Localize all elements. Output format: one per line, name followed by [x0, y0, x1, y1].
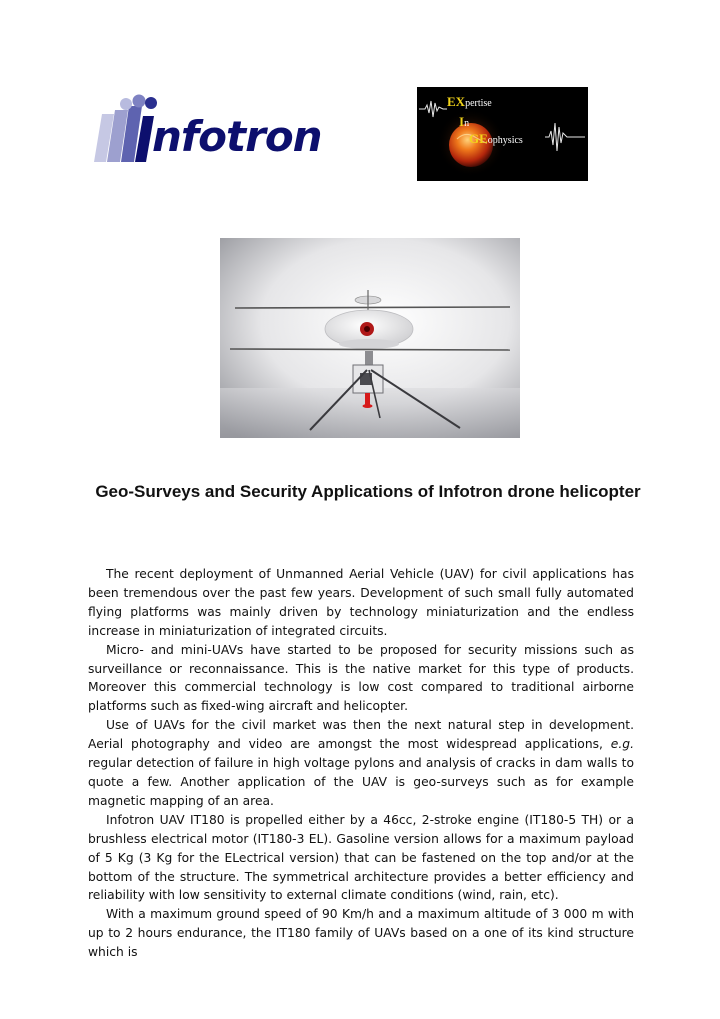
paragraph-it180-specs: Infotron UAV IT180 is propelled either by a 46cc, 2-stroke engine (IT180-5 TH) or a brushless electrical motor (IT180-3 EL). Gasoline version allows for a maximum payload of 5 Kg (3 Kg for the ELectrical version) that can be fastened on the top and/or at the bottom of the structure. The symmetrical architecture provides a better efficiency and reliability with low sensitivity to external climate conditions (wind, rain, etc). [88, 812, 634, 903]
paragraph-security: Micro- and mini-UAVs have started to be proposed for security missions such as surveillance or reconnaissance. This is the native market for this type of products. Moreover this commercial technology is low cost compared to traditional airborne platforms such as fixed-wing aircraft and helicopter. [88, 642, 634, 714]
paragraph-intro: The recent deployment of Unmanned Aerial Vehicle (UAV) for civil applications has been tremendous over the past few years. Development of such small fully automated flying platforms was mainly driven by technology miniaturization and the endless increase in miniaturization of integrated circuits. [88, 567, 634, 638]
paragraph-performance: With a maximum ground speed of 90 Km/h and a maximum altitude of 3 000 m with up to 2 hours endurance, the IT180 family of UAVs based on a one of its kind structure which is [88, 907, 634, 960]
exige-line-2: In [459, 114, 470, 129]
infotron-logo [88, 94, 324, 166]
exige-line-1: EXpertise [447, 94, 492, 109]
exige-logo [417, 87, 588, 181]
helicopter-photo [220, 238, 520, 438]
helicopter-image [220, 238, 520, 438]
article-body [88, 565, 634, 962]
exige-line-3: GEophysics [469, 131, 523, 146]
emphasis-eg: e.g. [610, 737, 634, 752]
infotron-logo-text: nfotron [152, 112, 322, 161]
paragraph-civil-market: Use of UAVs for the civil market was then the next natural step in development. Aerial photography and video are amongst the most widespread applications, e.g. regular detection of failure in high voltage pylons and analysis of cracks in dam walls to quote a few. Another application of the UAV is geo-surveys such as for example magnetic mapping of an area. [88, 718, 634, 808]
document-title: Geo-Surveys and Security Applications of Infotron drone helicopter [95, 482, 641, 501]
